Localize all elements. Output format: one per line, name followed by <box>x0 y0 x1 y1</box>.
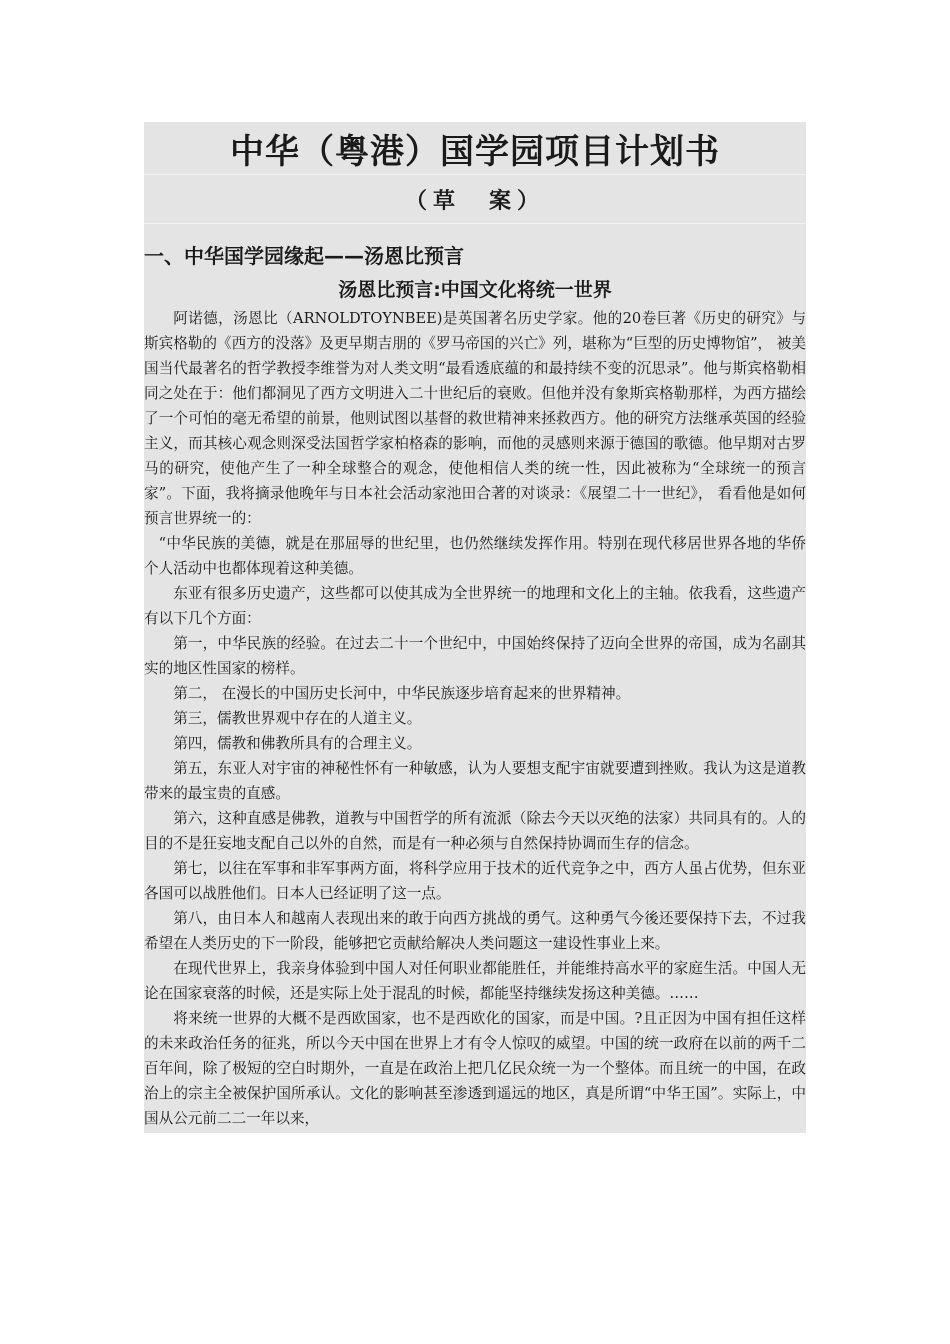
paragraph: 第二， 在漫长的中国历史长河中，中华民族逐步培育起来的世界精神。 <box>173 685 631 702</box>
paragraph: 东亚有很多历史遗产，这些都可以使其成为全世界统一的地理和文化上的主轴。依我看，这些遗产有以下几个方面： <box>144 585 806 627</box>
paragraph: 第三，儒教世界观中存在的人道主义。 <box>173 710 422 727</box>
document-page <box>144 122 806 1133</box>
paragraph: 阿诺德，汤恩比（ARNOLDTOYNBEE)是英国著名历史学家。他的20卷巨著《历史的研究》与斯宾格勒的《西方的没落》及更早期吉朋的《罗马帝国的兴亡》列，堪称为“巨型的历史博物馆”， 被美国当代最著名的哲学教授李维誉为对人类文明“最看透底蕴的和最持续不变的沉思录”。他与斯宾格勒相同之处在于：他们都洞见了西方文明进入二十世纪后的衰败。但他并没有象斯宾格勒那样，为西方描绘了一个可怕的毫无希望的前景，他则试图以基督的救世精神来拯救西方。他的研究方法继承英国的经验主义，而其核心观念则深受法国哲学家柏格森的影响，而他的灵感则来源于德国的歌德。他早期对古罗马的研究，使他产生了一种全球整合的观念，使他相信人类的统一性，因此被称为“全球统一的预言家”。下面，我将摘录他晚年与日本社会活动家池田合著的对谈录：《展望二十一世纪》， 看看他是如何预言世界统一的： <box>144 310 806 527</box>
paragraph: 第四，儒教和佛教所具有的合理主义。 <box>173 735 422 752</box>
paragraph: 第五，东亚人对宇宙的神秘性怀有一种敏感，认为人要想支配宇宙就要遭到挫败。我认为这是道教带来的最宝贵的直感。 <box>144 760 806 802</box>
paragraph: 第七，以往在军事和非军事两方面，将科学应用于技术的近代竞争之中，西方人虽占优势，但东亚各国可以战胜他们。日本人已经证明了这一点。 <box>144 860 806 902</box>
paragraph: 将来统一世界的大概不是西欧国家，也不是西欧化的国家，而是中国。?且正因为中国有担任这样的未来政治任务的征兆，所以今天中国在世界上才有令人惊叹的威望。中国的统一政府在以前的两千二百年间，除了极短的空白时期外，一直是在政治上把几亿民众统一为一个整体。而且统一的中国，在政治上的宗主全被保护国所承认。文化的影响甚至渗透到遥远的地区，真是所谓“中华王国”。实际上，中国从公元前二二一年以来， <box>144 1010 806 1127</box>
title-band <box>144 122 806 175</box>
paragraph: 第八，由日本人和越南人表现出来的敢于向西方挑战的勇气。这种勇气今後还要保持下去，不过我希望在人类历史的下一阶段，能够把它贡献给解决人类问题这一建设性事业上来。 <box>144 910 806 952</box>
article-body <box>144 306 806 1131</box>
paragraph: “中华民族的美德，就是在那屈辱的世纪里，也仍然继续发挥作用。特别在现代移居世界各地的华侨个人活动中也都体现着这种美德。 <box>144 535 806 577</box>
document-subtitle: （草 案） <box>404 187 545 214</box>
paragraph: 在现代世界上，我亲身体验到中国人对任何职业都能胜任，并能维持高水平的家庭生活。中国人无论在国家衰落的时候，还是实际上处于混乱的时候，都能坚持继续发扬这种美德。…… <box>144 960 806 1002</box>
paragraph: 第六，这种直感是佛教，道教与中国哲学的所有流派（除去今天以灭绝的法家）共同具有的。人的目的不是狂妄地支配自己以外的自然，而是有一种必须与自然保持协调而生存的信念。 <box>144 810 806 852</box>
spacer <box>144 224 806 238</box>
document-title: 中华（粤港）国学园项目计划书 <box>230 131 720 172</box>
section-heading: 一、中华国学园缘起——汤恩比预言 <box>144 244 464 268</box>
article-title: 汤恩比预言:中国文化将统一世界 <box>338 279 612 301</box>
paragraph: 第一，中华民族的经验。在过去二十一个世纪中，中国始终保持了迈向全世界的帝国，成为名副其实的地区性国家的榜样。 <box>144 635 806 677</box>
subtitle-band <box>144 175 806 224</box>
